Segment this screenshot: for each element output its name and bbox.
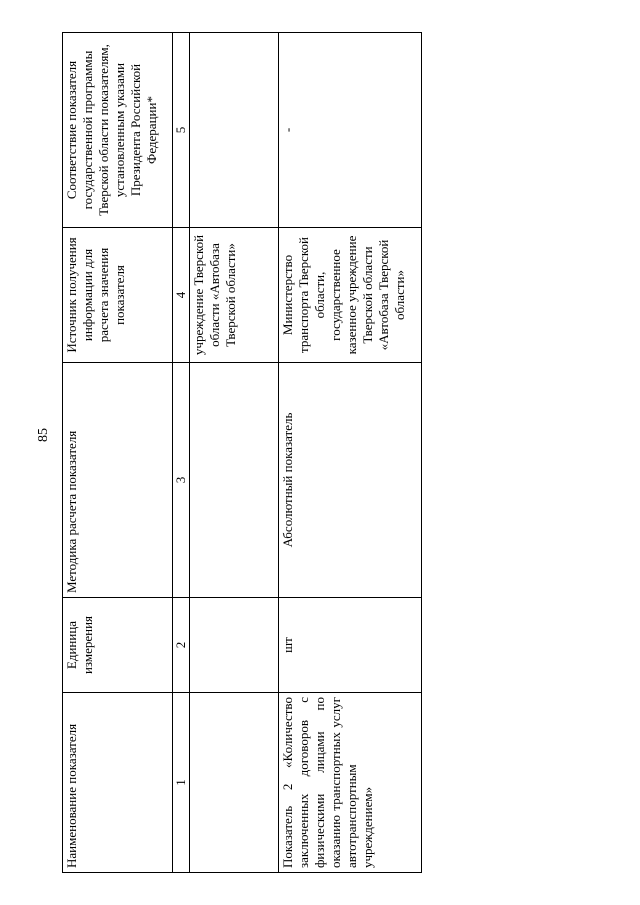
cell-method: Абсолютный показатель <box>279 363 422 598</box>
column-number: 3 <box>173 363 190 598</box>
cell-source: учреждение Тверской области «Автобаза Тверской области» <box>190 228 279 363</box>
page-number: 85 <box>36 428 51 442</box>
table-header-row <box>63 33 173 873</box>
cell-compliance <box>190 33 279 228</box>
cell-indicator-name <box>190 693 279 873</box>
column-numbers-row <box>173 33 190 873</box>
header-unit: Единица измерения <box>63 598 173 693</box>
cell-indicator-name: Показатель 2 «Количество заключенных договоров с физическими лицами по оказанию транспортных услуг автотранспортным учреждением» <box>279 693 422 873</box>
column-number: 4 <box>173 228 190 363</box>
cell-compliance: - <box>279 33 422 228</box>
rotated-page-content <box>62 33 612 873</box>
column-number: 2 <box>173 598 190 693</box>
indicators-table <box>62 32 422 873</box>
header-source: Источник получения информации для расчета значения показателя <box>63 228 173 363</box>
table-row <box>279 33 422 873</box>
cell-unit <box>190 598 279 693</box>
column-number: 1 <box>173 693 190 873</box>
header-compliance: Соответствие показателя государственной программы Тверской области показателям, установленным указами Президента Российской Федерации* <box>63 33 173 228</box>
cell-unit: шт <box>279 598 422 693</box>
column-number: 5 <box>173 33 190 228</box>
table-row <box>190 33 279 873</box>
cell-source: Министерство транспорта Тверской области, государственное казенное учреждение Тверской области «Автобаза Тверской области» <box>279 228 422 363</box>
header-indicator-name: Наименование показателя <box>63 693 173 873</box>
header-method: Методика расчета показателя <box>63 363 173 598</box>
cell-method <box>190 363 279 598</box>
